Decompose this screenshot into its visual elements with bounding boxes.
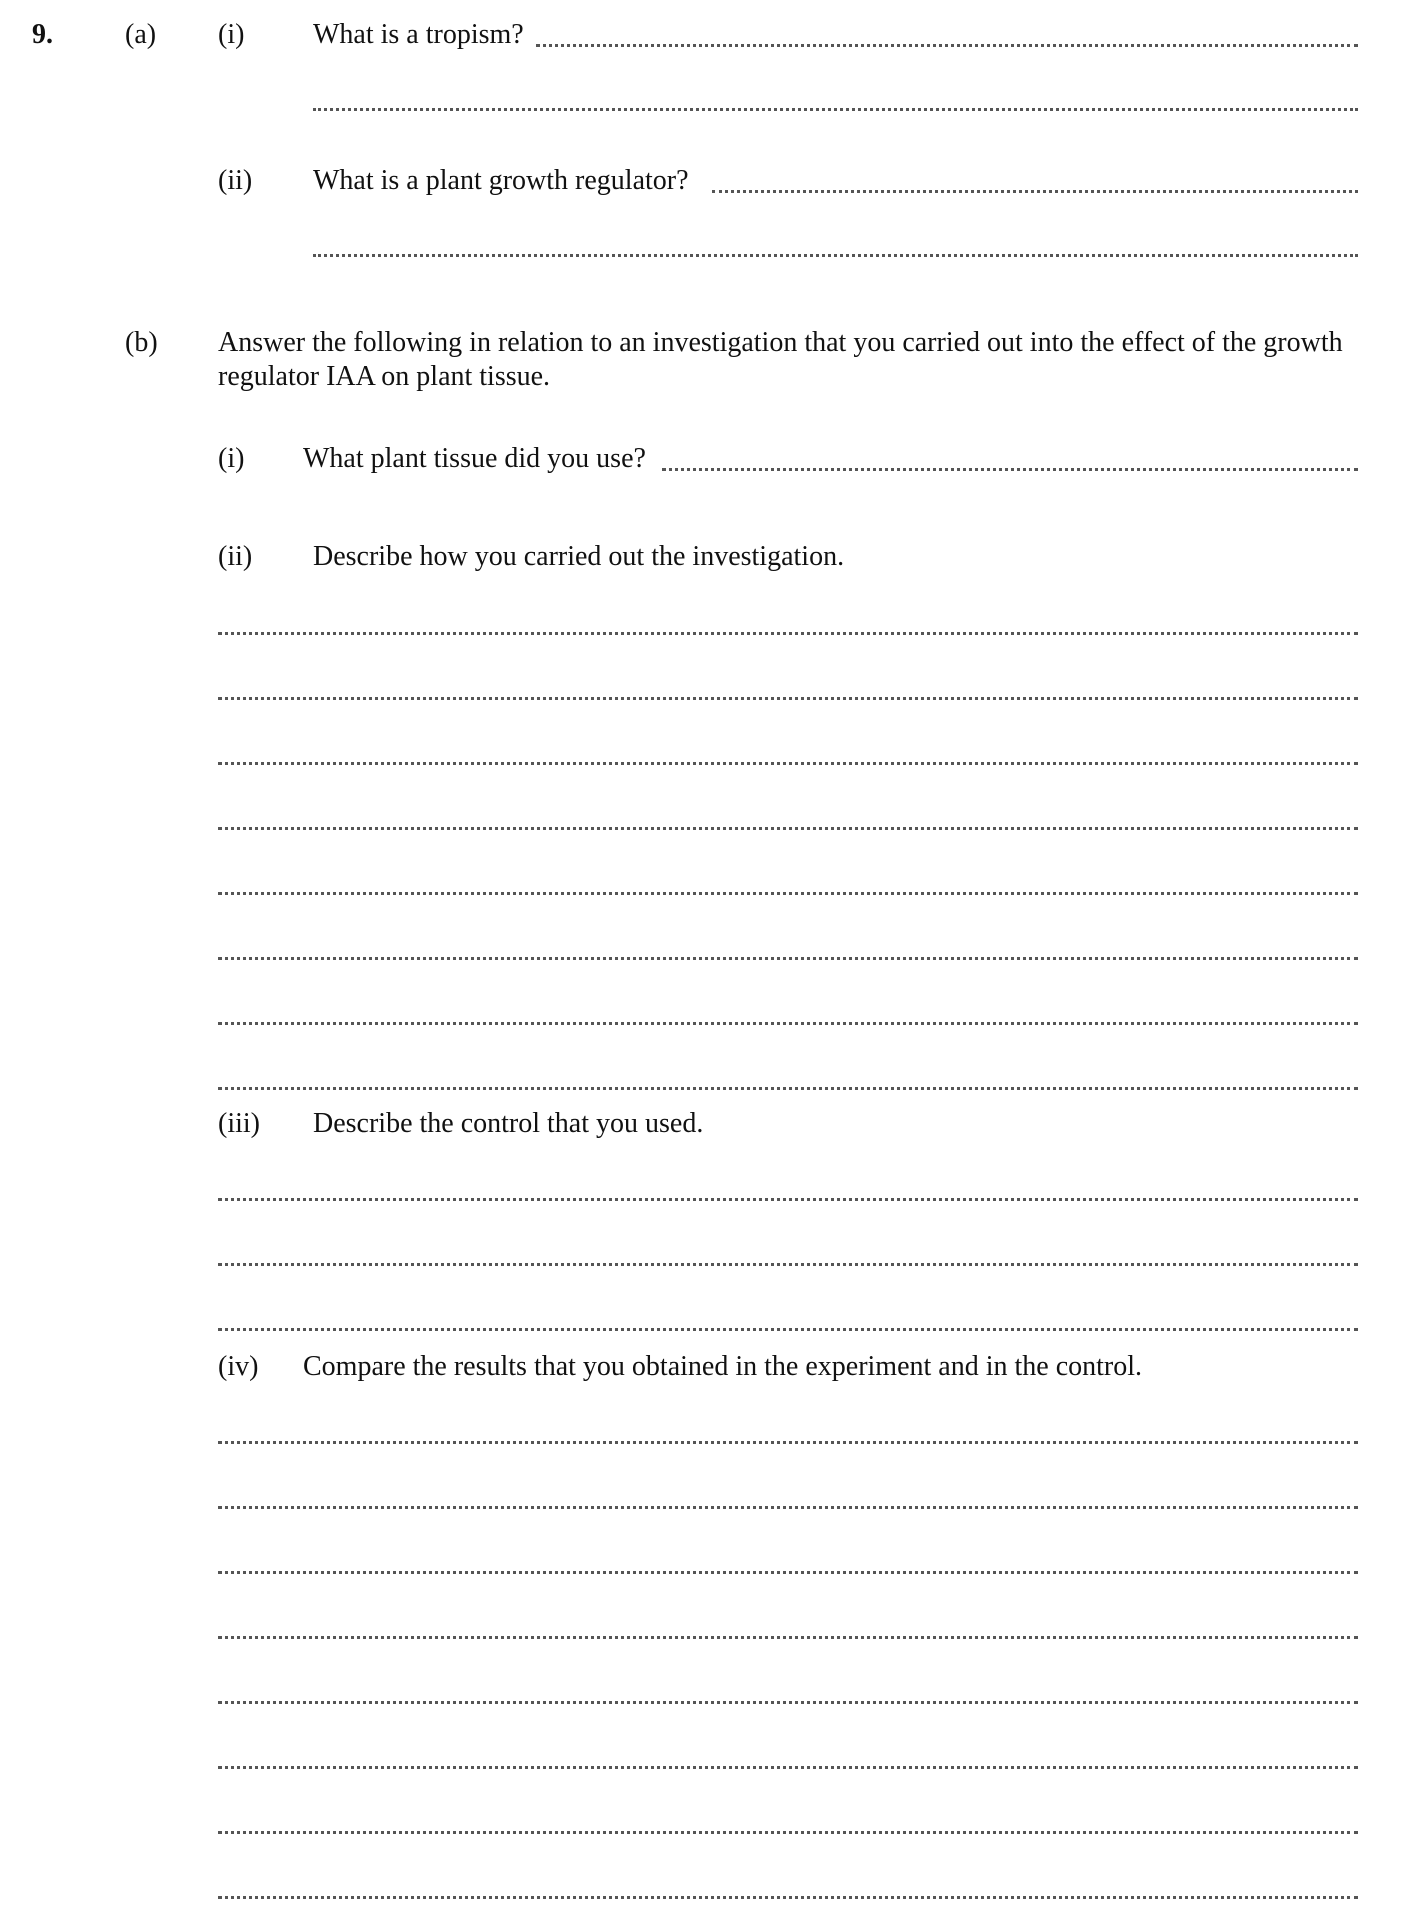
- part-b-label: (b): [125, 327, 158, 358]
- question-number: 9.: [32, 19, 53, 50]
- answer-line-b-iv-8[interactable]: [218, 1896, 1358, 1899]
- part-b-intro-line2: regulator IAA on plant tissue.: [218, 361, 551, 392]
- answer-line-b-iv-5[interactable]: [218, 1701, 1358, 1704]
- answer-line-b-iii-3[interactable]: [218, 1328, 1358, 1331]
- part-a-ii-question: What is a plant growth regulator?: [313, 165, 689, 196]
- answer-line-b-ii-5[interactable]: [218, 892, 1358, 895]
- answer-line-a-ii-2[interactable]: [313, 254, 1358, 257]
- part-b-intro-line1: Answer the following in relation to an investigation that you carried out into the effect of the growth: [218, 327, 1343, 358]
- part-b-i-question: What plant tissue did you use?: [303, 443, 646, 474]
- part-b-i-label: (i): [218, 443, 245, 474]
- answer-line-a-ii-1[interactable]: [712, 190, 1358, 193]
- answer-line-b-ii-8[interactable]: [218, 1087, 1358, 1090]
- answer-line-b-iv-6[interactable]: [218, 1766, 1358, 1769]
- part-b-iii-question: Describe the control that you used.: [313, 1108, 704, 1139]
- part-b-ii-label: (ii): [218, 541, 253, 572]
- answer-line-b-i-1[interactable]: [662, 468, 1358, 471]
- answer-line-b-ii-1[interactable]: [218, 632, 1358, 635]
- answer-line-b-iii-2[interactable]: [218, 1263, 1358, 1266]
- part-b-iv-question: Compare the results that you obtained in the experiment and in the control.: [303, 1351, 1143, 1382]
- part-a-label: (a): [125, 19, 157, 50]
- answer-line-b-ii-4[interactable]: [218, 827, 1358, 830]
- part-a-ii-label: (ii): [218, 165, 253, 196]
- answer-line-a-i-1[interactable]: [536, 44, 1358, 47]
- part-a-i-label: (i): [218, 19, 245, 50]
- part-b-iv-label: (iv): [218, 1351, 259, 1382]
- answer-line-b-ii-3[interactable]: [218, 762, 1358, 765]
- answer-line-b-iv-4[interactable]: [218, 1636, 1358, 1639]
- part-b-iii-label: (iii): [218, 1108, 260, 1139]
- part-b-ii-question: Describe how you carried out the investigation.: [313, 541, 845, 572]
- answer-line-b-iv-2[interactable]: [218, 1506, 1358, 1509]
- answer-line-b-iv-7[interactable]: [218, 1831, 1358, 1834]
- answer-line-b-iv-3[interactable]: [218, 1571, 1358, 1574]
- answer-line-a-i-2[interactable]: [313, 108, 1358, 111]
- answer-line-b-iii-1[interactable]: [218, 1198, 1358, 1201]
- answer-line-b-iv-1[interactable]: [218, 1441, 1358, 1444]
- answer-line-b-ii-7[interactable]: [218, 1022, 1358, 1025]
- part-a-i-question: What is a tropism?: [313, 19, 524, 50]
- answer-line-b-ii-2[interactable]: [218, 697, 1358, 700]
- answer-line-b-ii-6[interactable]: [218, 957, 1358, 960]
